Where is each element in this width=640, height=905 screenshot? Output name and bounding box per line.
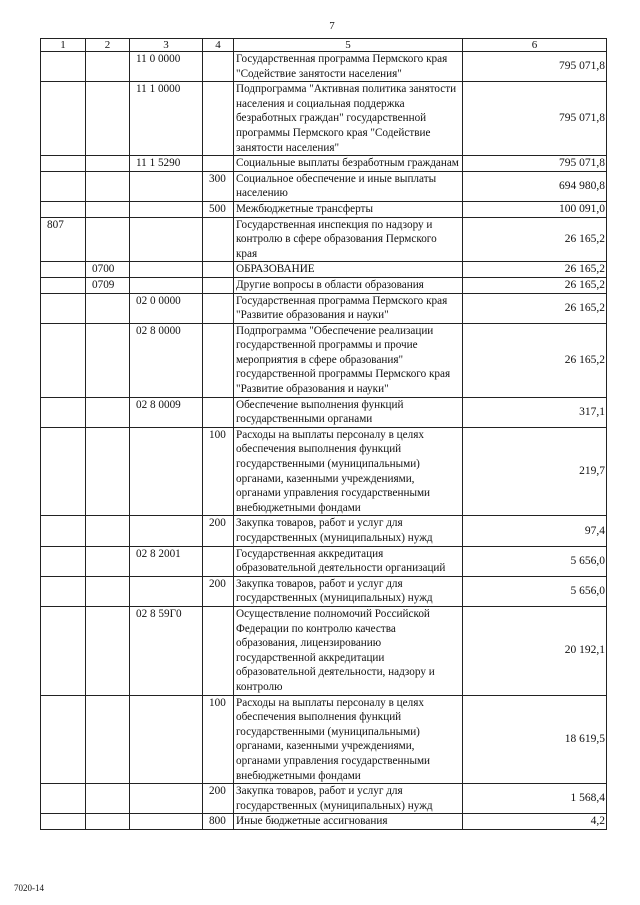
table-row: [41, 156, 607, 172]
cell-amount: 26 165,2: [463, 323, 607, 397]
header-row: [41, 39, 607, 52]
cell-expense-type: [203, 606, 234, 695]
cell-ministry: [41, 606, 86, 695]
cell-section: 0700: [86, 262, 130, 278]
table-row: [41, 201, 607, 217]
cell-name: Расходы на выплаты персоналу в целях обеспечения выполнения функций государственными (муниципальными) органами, казенными учреждениями, органами управления государственными внебюджетными фондами: [234, 427, 463, 516]
cell-section: [86, 293, 130, 323]
cell-ministry: [41, 784, 86, 814]
cell-ministry: 807: [41, 217, 86, 262]
cell-expense-type: 800: [203, 814, 234, 830]
cell-amount: 26 165,2: [463, 217, 607, 262]
cell-name: Обеспечение выполнения функций государственными органами: [234, 397, 463, 427]
cell-amount: 5 656,0: [463, 546, 607, 576]
cell-name: Осуществление полномочий Российской Федерации по контролю качества образования, лицензированию государственной аккредитации образовательной деятельности, надзору и контролю: [234, 606, 463, 695]
cell-amount: 100 091,0: [463, 201, 607, 217]
cell-ministry: [41, 156, 86, 172]
cell-expense-type: [203, 52, 234, 82]
cell-section: [86, 323, 130, 397]
cell-amount: 18 619,5: [463, 695, 607, 784]
cell-amount: 5 656,0: [463, 576, 607, 606]
cell-ministry: [41, 82, 86, 156]
cell-amount: 97,4: [463, 516, 607, 546]
column-header: 5: [234, 39, 463, 52]
cell-target-article: [130, 262, 203, 278]
cell-name: Иные бюджетные ассигнования: [234, 814, 463, 830]
cell-name: Государственная программа Пермского края "Содействие занятости населения": [234, 52, 463, 82]
table-row: [41, 695, 607, 784]
cell-name: Государственная аккредитация образовательной деятельности организаций: [234, 546, 463, 576]
cell-name: Подпрограмма "Активная политика занятости населения и социальная поддержка безработных граждан" государственной программы Пермского края "Содействие занятости населения": [234, 82, 463, 156]
cell-expense-type: [203, 277, 234, 293]
cell-target-article: 02 8 59Г0: [130, 606, 203, 695]
cell-ministry: [41, 546, 86, 576]
cell-section: [86, 397, 130, 427]
document-code: 7020-14: [14, 883, 44, 893]
cell-expense-type: 500: [203, 201, 234, 217]
cell-section: [86, 695, 130, 784]
cell-expense-type: 200: [203, 784, 234, 814]
table-row: [41, 516, 607, 546]
table-row: [41, 784, 607, 814]
cell-ministry: [41, 695, 86, 784]
cell-target-article: [130, 695, 203, 784]
cell-name: ОБРАЗОВАНИЕ: [234, 262, 463, 278]
cell-target-article: [130, 576, 203, 606]
cell-target-article: 02 0 0000: [130, 293, 203, 323]
table-row: [41, 262, 607, 278]
cell-amount: 1 568,4: [463, 784, 607, 814]
page-number: 7: [329, 20, 335, 32]
column-header: 1: [41, 39, 86, 52]
cell-expense-type: [203, 546, 234, 576]
cell-amount: 26 165,2: [463, 277, 607, 293]
cell-name: Подпрограмма "Обеспечение реализации государственной программы и прочие мероприятия в сфере образования" государственной программы Пермского края "Развитие образования и науки": [234, 323, 463, 397]
cell-ministry: [41, 397, 86, 427]
cell-expense-type: 200: [203, 576, 234, 606]
cell-target-article: 11 1 0000: [130, 82, 203, 156]
cell-section: [86, 784, 130, 814]
table-row: [41, 82, 607, 156]
cell-expense-type: [203, 262, 234, 278]
cell-section: [86, 516, 130, 546]
table-row: [41, 606, 607, 695]
column-header: 2: [86, 39, 130, 52]
cell-section: [86, 217, 130, 262]
cell-section: [86, 576, 130, 606]
cell-section: [86, 546, 130, 576]
cell-ministry: [41, 516, 86, 546]
cell-target-article: [130, 171, 203, 201]
cell-target-article: [130, 784, 203, 814]
cell-target-article: [130, 427, 203, 516]
table-row: [41, 397, 607, 427]
cell-name: Межбюджетные трансферты: [234, 201, 463, 217]
cell-expense-type: [203, 156, 234, 172]
cell-ministry: [41, 277, 86, 293]
cell-expense-type: [203, 397, 234, 427]
cell-ministry: [41, 262, 86, 278]
column-header: 6: [463, 39, 607, 52]
cell-name: Закупка товаров, работ и услуг для государственных (муниципальных) нужд: [234, 516, 463, 546]
cell-amount: 26 165,2: [463, 293, 607, 323]
cell-section: [86, 814, 130, 830]
cell-ministry: [41, 576, 86, 606]
cell-section: [86, 82, 130, 156]
cell-expense-type: [203, 82, 234, 156]
cell-section: [86, 606, 130, 695]
cell-expense-type: 300: [203, 171, 234, 201]
cell-name: Другие вопросы в области образования: [234, 277, 463, 293]
cell-target-article: [130, 277, 203, 293]
cell-section: [86, 201, 130, 217]
cell-section: [86, 427, 130, 516]
cell-expense-type: [203, 323, 234, 397]
cell-expense-type: 100: [203, 695, 234, 784]
cell-target-article: [130, 201, 203, 217]
cell-amount: 219,7: [463, 427, 607, 516]
cell-name: Социальное обеспечение и иные выплаты населению: [234, 171, 463, 201]
cell-expense-type: 100: [203, 427, 234, 516]
column-header: 3: [130, 39, 203, 52]
cell-amount: 4,2: [463, 814, 607, 830]
table-row: [41, 427, 607, 516]
cell-amount: 20 192,1: [463, 606, 607, 695]
column-header: 4: [203, 39, 234, 52]
cell-amount: 795 071,8: [463, 156, 607, 172]
cell-name: Закупка товаров, работ и услуг для государственных (муниципальных) нужд: [234, 784, 463, 814]
cell-amount: 795 071,8: [463, 52, 607, 82]
cell-ministry: [41, 201, 86, 217]
cell-ministry: [41, 52, 86, 82]
cell-target-article: 02 8 2001: [130, 546, 203, 576]
cell-amount: 694 980,8: [463, 171, 607, 201]
cell-amount: 26 165,2: [463, 262, 607, 278]
cell-amount: 795 071,8: [463, 82, 607, 156]
table-row: [41, 323, 607, 397]
table-row: [41, 277, 607, 293]
cell-name: Государственная инспекция по надзору и контролю в сфере образования Пермского края: [234, 217, 463, 262]
table-row: [41, 576, 607, 606]
cell-target-article: [130, 814, 203, 830]
cell-name: Государственная программа Пермского края "Развитие образования и науки": [234, 293, 463, 323]
table-row: [41, 217, 607, 262]
cell-expense-type: [203, 293, 234, 323]
cell-target-article: 02 8 0009: [130, 397, 203, 427]
cell-ministry: [41, 171, 86, 201]
cell-ministry: [41, 323, 86, 397]
cell-expense-type: 200: [203, 516, 234, 546]
cell-section: [86, 52, 130, 82]
table-row: [41, 52, 607, 82]
budget-table: [40, 38, 607, 830]
table-row: [41, 293, 607, 323]
table-row: [41, 171, 607, 201]
cell-expense-type: [203, 217, 234, 262]
cell-ministry: [41, 814, 86, 830]
cell-target-article: 11 1 5290: [130, 156, 203, 172]
cell-name: Закупка товаров, работ и услуг для государственных (муниципальных) нужд: [234, 576, 463, 606]
cell-ministry: [41, 427, 86, 516]
cell-name: Расходы на выплаты персоналу в целях обеспечения выполнения функций государственными (муниципальными) органами, казенными учреждениями, органами управления государственными внебюджетными фондами: [234, 695, 463, 784]
cell-target-article: 11 0 0000: [130, 52, 203, 82]
cell-name: Социальные выплаты безработным гражданам: [234, 156, 463, 172]
table-row: [41, 546, 607, 576]
cell-ministry: [41, 293, 86, 323]
cell-amount: 317,1: [463, 397, 607, 427]
cell-section: [86, 156, 130, 172]
cell-target-article: 02 8 0000: [130, 323, 203, 397]
table-row: [41, 814, 607, 830]
cell-target-article: [130, 516, 203, 546]
cell-section: 0709: [86, 277, 130, 293]
cell-section: [86, 171, 130, 201]
cell-target-article: [130, 217, 203, 262]
